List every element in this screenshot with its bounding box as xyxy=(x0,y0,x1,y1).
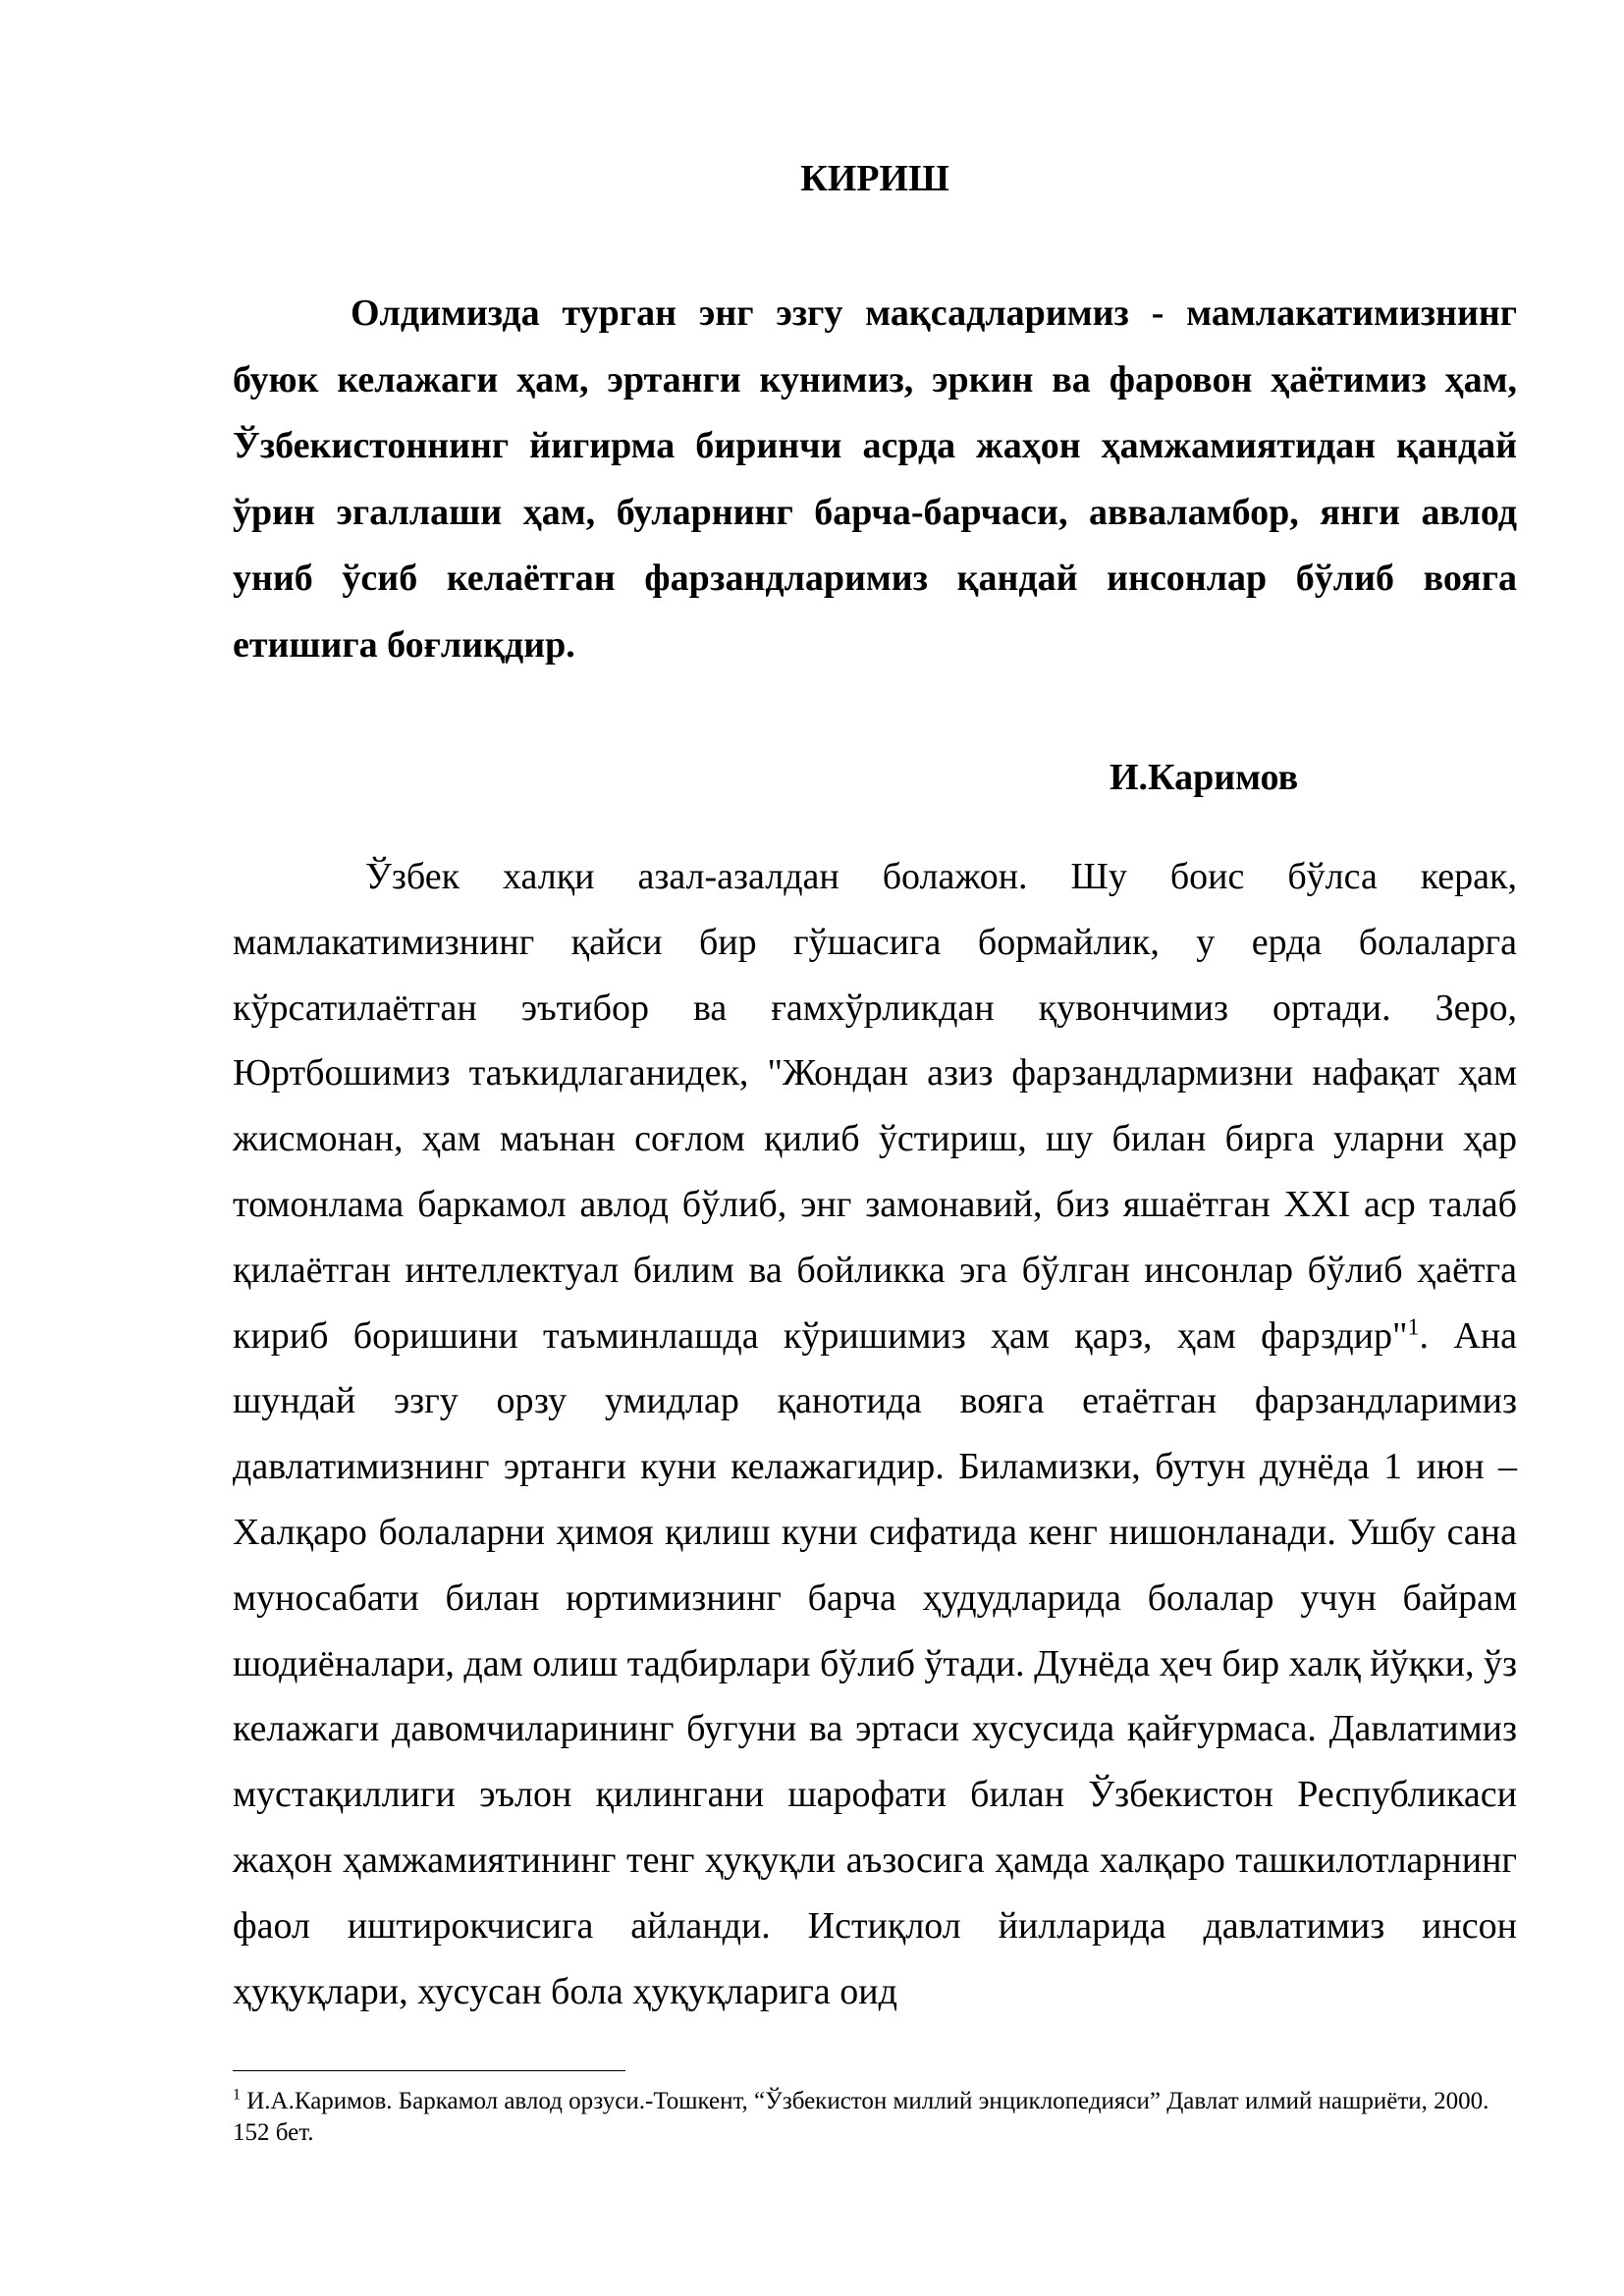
page-title: КИРИШ xyxy=(800,158,949,199)
epigraph-text: Олдимизда турган энг эзгу мақсадларимиз - мамлакатимизнинг буюк келажаги ҳам, эртанги кунимиз, эркин ва фаровон ҳаётимиз ҳам, Ўзбекистоннинг йигирма биринчи асрда жаҳон ҳамжамиятидан қандай ўрин эгаллаши ҳам, буларнинг барча-барчаси, аввалaмбор, янги авлод униб ўсиб келаётган фарзандларимиз қандай инсонлар бўлиб вояга етишига боғлиқдир. xyxy=(233,293,1517,666)
footnote-text: И.А.Каримов. Баркамол авлод орзуси.-Тошкент, “Ўзбекистон миллий энциклопедияси” Давлат илмий нашриёти, 2000. 152 бет. xyxy=(233,2088,1489,2146)
body-paragraph xyxy=(233,844,1517,2024)
footnote-separator xyxy=(233,2070,625,2071)
footnote-number: 1 xyxy=(233,2086,241,2104)
body-text-part-1: Ўзбек халқи азал-азалдан болажон. Шу боис бўлса керак, мамлакатимизнинг қайси бир гўшасига бормайлик, у ерда болаларга кўрсатилаётган эътибор ва ғамхўрликдан қувончимиз ортади. Зеро, Юртбошимиз таъкидлаганидек, "Жондан азиз фарзандлармизни нафақат ҳам жисмонан, ҳам маънан соғлом қилиб ўстириш, шу билан бирга уларни ҳар томонлама баркамол авлод бўлиб, энг замонавий, биз яшаётган XXI аср талаб қилаётган интеллектуал билим ва бойликка эга бўлган инсонлар бўлиб ҳаётга кириб боришини таъминлашда кўришимиз ҳам қарз, ҳам фарздир" xyxy=(233,856,1517,1357)
epigraph-author: И.Каримов xyxy=(1110,757,1299,798)
body-text-part-2: . Ана шундай эзгу орзу умидлар қанотида вояга етаётган фарзандларимиз давлатимизнинг эртанги куни келажагидир. Биламизки, бутун дунёда 1 июн – Халқаро болаларни ҳимоя қилиш куни сифатида кенг нишонланади. Ушбу сана муносабати билан юртимизнинг барча ҳудудларида болалар учун байрам шодиёналари, дам олиш тадбирлари бўлиб ўтади. Дунёда ҳеч бир халқ йўқки, ўз келажаги давомчиларининг бугуни ва эртаси хусусида қайғурмаса. Давлатимиз мустақиллиги эълон қилингани шарофати билан Ўзбекистон Республикаси жаҳон ҳамжамиятининг тенг ҳуқуқли аъзосига ҳамда халқаро ташкилотларнинг фаол иштирокчисига айланди. Истиқлол йилларида давлатимиз инсон ҳуқуқлари, хусусан бола ҳуқуқларига оид xyxy=(233,1314,1517,2012)
footnote xyxy=(233,2086,1517,2149)
footnote-reference: 1 xyxy=(1407,1313,1420,1340)
